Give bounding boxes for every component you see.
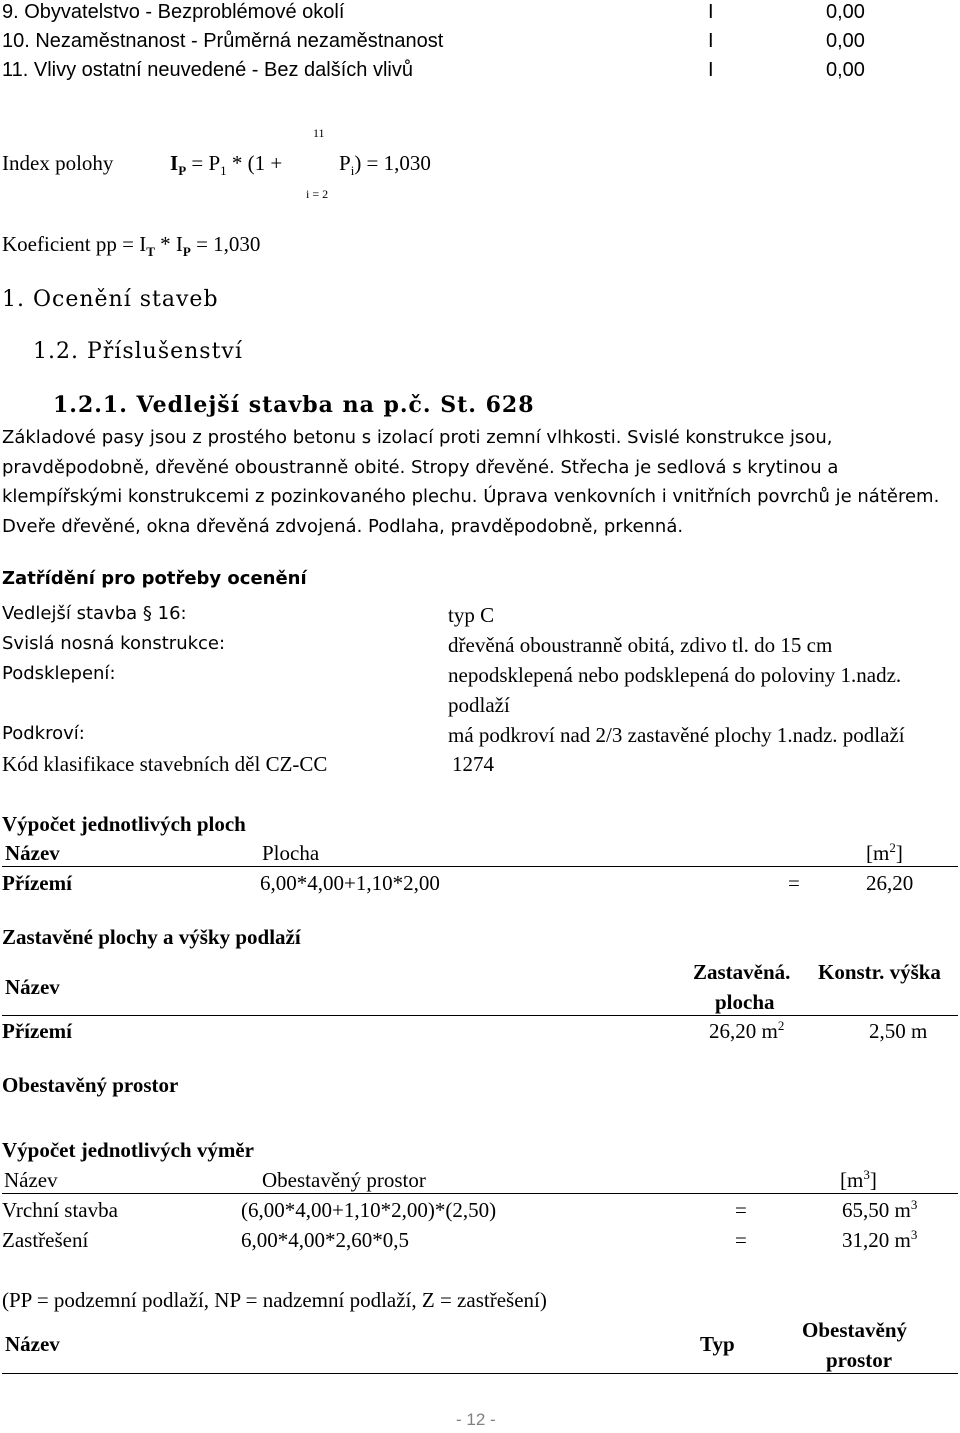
built-area-sup: 2 — [777, 1018, 785, 1033]
volumes-unit-end: ] — [869, 1168, 877, 1192]
class-value-6: 1274 — [452, 752, 494, 776]
volumes-unit-sup: 3 — [863, 1167, 870, 1182]
areas-unit-text: [m — [866, 841, 890, 865]
formula-pi: P — [339, 151, 351, 175]
volumes-row-2-formula: 6,00*4,00*2,60*0,5 — [241, 1228, 409, 1252]
factor-class-9: I — [708, 1, 714, 23]
areas-col-name: Název — [5, 841, 60, 865]
class-label-3: Podsklepení: — [2, 663, 116, 684]
class-label-6: Kód klasifikace stavebních děl CZ-CC — [2, 752, 328, 776]
last-header-rule — [2, 1373, 958, 1374]
coef-post: = 1,030 — [190, 232, 261, 256]
coefficient-line — [2, 232, 261, 260]
areas-title: Výpočet jednotlivých ploch — [2, 812, 246, 836]
sum-lower-limit: i = 2 — [306, 187, 329, 201]
coef-pre: Koeficient pp = I — [2, 232, 147, 256]
areas-row-name: Přízemí — [2, 871, 72, 895]
last-col-type: Typ — [700, 1332, 735, 1356]
class-label-5: Podkroví: — [2, 723, 85, 744]
class-label-2: Svislá nosná konstrukce: — [2, 633, 226, 654]
coef-mid: * I — [154, 232, 183, 256]
formula-eq: = P — [191, 151, 221, 175]
volumes-title: Výpočet jednotlivých výměr — [2, 1138, 254, 1162]
factor-value-11: 0,00 — [826, 59, 865, 81]
formula-mult: * (1 + — [231, 151, 283, 175]
formula-result: ) = 1,030 — [354, 151, 431, 175]
class-value-3: nepodsklepená nebo podsklepená do poloviny 1.nadz. — [448, 663, 902, 687]
factor-label-10: 10. Nezaměstnanost - Průměrná nezaměstnanost — [2, 30, 444, 52]
factor-class-10: I — [708, 30, 714, 52]
building-description: Základové pasy jsou z prostého betonu s izolací proti zemní vlhkosti. Svislé konstrukce jsou, pravděpodobně, dřevěné oboustranně obité. Stropy dřevěné. Střecha je sedlová s krytinou a klempířskými konstrukcemi z pozinkovaného plechu. Úprava venkovních i vnitřních povrchů je nátěrem. Dveře dřevěné, okna dřevěná zdvojená. Podlaha, pravděpodobně, prkenná. — [2, 427, 940, 537]
class-value-2: dřevěná oboustranně obitá, zdivo tl. do 15 cm — [448, 633, 833, 657]
areas-unit-sup: 2 — [889, 840, 896, 855]
areas-row-eq: = — [788, 871, 800, 895]
areas-col-unit — [866, 840, 903, 865]
factor-label-11: 11. Vlivy ostatní neuvedené - Bez dalších vlivů — [2, 59, 413, 81]
areas-unit-end: ] — [895, 841, 903, 865]
class-value-1: typ C — [448, 603, 495, 627]
areas-col-area: Plocha — [262, 841, 320, 865]
volumes-row-1-formula: (6,00*4,00+1,10*2,00)*(2,50) — [241, 1198, 497, 1222]
class-label-1: Vedlejší stavba § 16: — [2, 603, 187, 624]
areas-row-formula: 6,00*4,00+1,10*2,00 — [260, 871, 440, 895]
volumes-row-2-value — [842, 1227, 918, 1252]
sum-upper-limit: 11 — [313, 126, 325, 140]
v1-sup: 3 — [910, 1197, 918, 1212]
last-col-vol-1: Obestavěný — [802, 1318, 907, 1342]
volumes-unit-text: [m — [840, 1168, 864, 1192]
formula-ip-sub: P — [178, 163, 187, 179]
volumes-row-2-name: Zastřešení — [2, 1228, 89, 1252]
built-col-name: Název — [5, 975, 60, 999]
v2-text: 31,20 m — [842, 1228, 911, 1252]
last-col-name: Název — [5, 1332, 60, 1356]
index-formula-tail — [339, 151, 431, 179]
factor-label-9: 9. Obyvatelstvo - Bezproblémové okolí — [2, 1, 345, 23]
areas-header-rule — [2, 866, 958, 867]
heading-2: 1.2. Příslušenství — [33, 339, 243, 364]
built-title: Zastavěné plochy a výšky podlaží — [2, 925, 301, 949]
volumes-col-name: Název — [4, 1168, 58, 1192]
classification-title: Zatřídění pro potřeby ocenění — [2, 568, 307, 589]
floor-legend: (PP = podzemní podlaží, NP = nadzemní podlaží, Z = zastřešení) — [2, 1288, 547, 1312]
built-col-area-2: plocha — [715, 990, 775, 1014]
formula-pi-sub: i — [350, 163, 355, 179]
volumes-row-1-value — [842, 1197, 918, 1222]
volumes-col-vol: Obestavěný prostor — [262, 1168, 426, 1192]
built-row-name: Přízemí — [2, 1019, 72, 1043]
volumes-header-rule — [2, 1193, 958, 1194]
index-formula — [170, 151, 283, 179]
areas-row-value: 26,20 — [866, 871, 914, 895]
heading-1: 1. Ocenění staveb — [2, 287, 219, 312]
built-row-area — [709, 1018, 785, 1043]
volumes-row-1-name: Vrchní stavba — [2, 1198, 118, 1222]
coef-sub-p: P — [182, 244, 191, 260]
page-number: - 12 - — [456, 1410, 496, 1429]
built-row-height: 2,50 m — [869, 1019, 928, 1043]
volumes-col-unit — [840, 1167, 877, 1192]
class-value-3b: podlaží — [448, 693, 510, 717]
factor-value-9: 0,00 — [826, 1, 865, 23]
heading-3: 1.2.1. Vedlejší stavba na p.č. St. 628 — [53, 392, 535, 418]
built-area-text: 26,20 m — [709, 1019, 778, 1043]
volumes-row-1-eq: = — [735, 1198, 747, 1222]
index-label: Index polohy — [2, 151, 114, 175]
coef-sub-t: T — [146, 244, 155, 260]
class-value-5: má podkroví nad 2/3 zastavěné plochy 1.nadz. podlaží — [448, 723, 905, 747]
last-col-vol-2: prostor — [826, 1348, 893, 1372]
factor-value-10: 0,00 — [826, 30, 865, 52]
volume-title: Obestavěný prostor — [2, 1073, 179, 1097]
built-header-rule — [2, 1015, 958, 1016]
formula-ip: I — [170, 151, 179, 175]
built-col-height: Konstr. výška — [818, 960, 941, 984]
formula-p1-sub: 1 — [220, 163, 227, 179]
built-col-area-1: Zastavěná. — [693, 960, 791, 984]
factor-class-11: I — [708, 59, 714, 81]
v2-sup: 3 — [910, 1227, 918, 1242]
volumes-row-2-eq: = — [735, 1228, 747, 1252]
v1-text: 65,50 m — [842, 1198, 911, 1222]
